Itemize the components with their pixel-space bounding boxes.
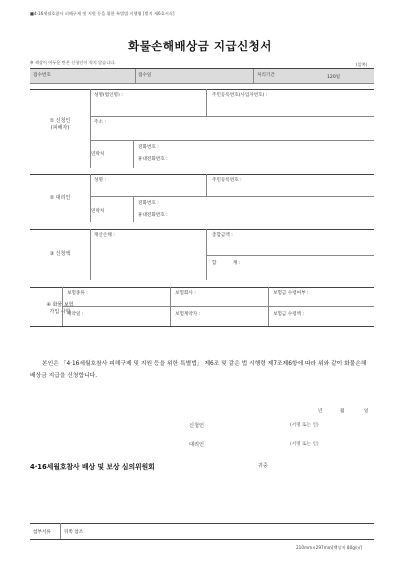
sum-field[interactable]: 계 : xyxy=(233,261,241,266)
applicant-reg-no-field[interactable]: 주민등록번호(사업자번호) : xyxy=(212,93,268,98)
agent-name-field[interactable]: 성명 : xyxy=(94,178,106,183)
processing-period-label: 처리기간 xyxy=(257,73,275,78)
attachments-text: 뒤쪽 참조 xyxy=(64,530,84,535)
receipt-date-label: 접수일 xyxy=(138,73,152,78)
applicant-contact-label: 연락처 xyxy=(91,152,105,157)
total-amount-field[interactable]: 총합금액 : xyxy=(212,233,233,238)
sum-label: 합 xyxy=(212,261,217,266)
contract-holder-field[interactable]: 보험계약자 : xyxy=(175,312,201,317)
receipt-row-shade xyxy=(30,69,374,83)
paper-spec: 210mm×297mm[백상지 80g/㎡] xyxy=(296,545,363,550)
insurance-amount-field[interactable]: 보험금 수령액 : xyxy=(273,312,305,317)
applicant-signature-field[interactable]: (서명 또는 인) xyxy=(290,423,319,428)
form-reference: ■4·16세월호참사 피해구제 및 지원 등을 위한 특별법 시행령 [별지 제6호서식] xyxy=(30,11,175,16)
attachments-label: 첨부서류 xyxy=(33,530,51,535)
agent-phone-field[interactable]: 전화번호 : xyxy=(138,201,159,206)
insurance-company-field[interactable]: 보험회사 : xyxy=(175,291,196,296)
form-title: 화물손해배상금 지급신청서 xyxy=(128,39,272,53)
agent-section-label: ② 대리인 xyxy=(49,195,71,201)
committee-name: 4·16세월호참사 배상 및 보상 심의위원회 xyxy=(30,463,155,471)
applicant-signature-label: 신청인 xyxy=(189,423,205,429)
contract-date-field[interactable]: 계약일 : xyxy=(67,312,84,317)
property-damage-field[interactable]: 재산손해 : xyxy=(94,233,115,238)
applicant-name-field[interactable]: 성명(법인명) : xyxy=(94,93,123,98)
amount-section-label: ③ 신청액 xyxy=(49,251,71,257)
insurance-section-label: ④ 화물 보험 가입 사항 xyxy=(46,302,74,315)
receipt-number-label: 접수번호 xyxy=(33,73,51,78)
applicant-section-label: ① 신청인 (피해자) xyxy=(49,118,71,131)
agent-reg-no-field[interactable]: 주민등록번호 : xyxy=(212,178,242,183)
date-year: 년 xyxy=(318,409,323,414)
insurance-received-field[interactable]: 보험금 수령여부 : xyxy=(273,291,309,296)
page-side-mark: (앞쪽) xyxy=(356,62,368,67)
application-statement: 본인은 「4·16세월호참사 피해구제 및 지원 등을 위한 특별법」 제6조 및 같은 법 시행령 제7조제6항에 따라 위와 같이 화물손해배상금 지급을 신청합니다. xyxy=(30,361,367,380)
applicant-phone-field[interactable]: 전화번호 : xyxy=(138,145,159,150)
applicant-mobile-field[interactable]: 휴대전화번호 : xyxy=(138,157,168,162)
agent-mobile-field[interactable]: 휴대전화번호 : xyxy=(138,213,168,218)
notice-text: ※ 색상이 어두운 란은 신청인이 적지 않습니다. xyxy=(30,60,116,65)
date-day: 일 xyxy=(364,409,369,414)
insurance-type-field[interactable]: 보험종류 : xyxy=(67,291,88,296)
agent-signature-label: 대리인 xyxy=(189,442,205,448)
agent-contact-label: 연락처 xyxy=(91,209,105,214)
applicant-address-field[interactable]: 주소 : xyxy=(94,120,106,125)
date-month: 월 xyxy=(340,409,345,414)
processing-days-value: 120일 xyxy=(327,75,341,80)
committee-suffix: 귀중 xyxy=(258,463,268,469)
agent-signature-field[interactable]: (서명 또는 인) xyxy=(290,442,319,447)
